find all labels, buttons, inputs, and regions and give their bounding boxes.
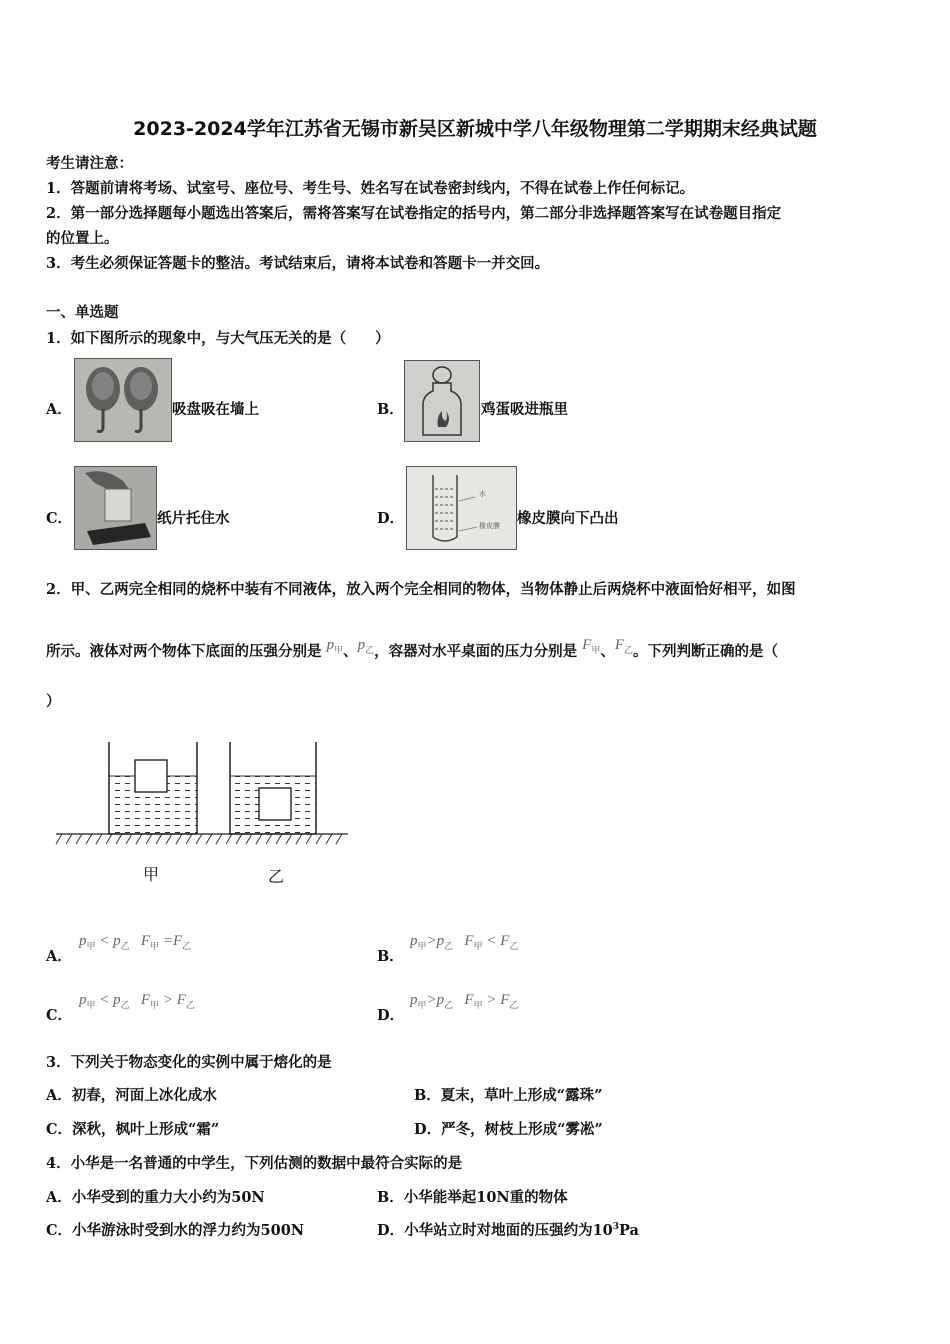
q2-option-a-letter: A． (46, 948, 72, 965)
q1-stem: 1．如下图所示的现象中，与大气压无关的是（ ） (46, 330, 390, 347)
tube-label-water: 水 (479, 490, 486, 498)
f-yi-symbol: $F_乙$ (614, 637, 634, 655)
section-heading: 一、单选题 (46, 304, 119, 321)
q4-stem: 4．小华是一名普通的中学生，下列估测的数据中最符合实际的是 (46, 1155, 463, 1172)
q1-option-d-letter: D． (377, 510, 405, 527)
exam-title: 2023-2024学年江苏省无锡市新吴区新城中学八年级物理第二学期期末经典试题 (133, 118, 817, 140)
notice-item: 1．答题前请将考场、试室号、座位号、考生号、姓名写在试卷密封线内，不得在试卷上作任何标记。 (46, 180, 695, 197)
q3-option-d: D．严冬，树枝上形成“雾凇” (414, 1121, 603, 1138)
q1-option-a-letter: A． (46, 401, 72, 418)
q4-option-b: B．小华能举起10N重的物体 (377, 1189, 568, 1206)
beaker-label-jia: 甲 (143, 865, 160, 884)
q3-option-b: B．夏末，草叶上形成“露珠” (414, 1087, 603, 1104)
q3-option-c: C．深秋，枫叶上形成“霜” (46, 1121, 220, 1138)
q3-option-a: A．初春，河面上冰化成水 (46, 1087, 217, 1104)
notice-heading: 考生请注意： (46, 155, 133, 172)
beaker-label-yi: 乙 (268, 867, 285, 886)
q1-option-b-letter: B． (377, 401, 404, 418)
suction-cup-hooks-image (74, 358, 172, 442)
q2-option-c-expr: $p_甲 < p_乙$ $F_甲 > F_乙$ (79, 992, 195, 1010)
q1-option-a-text: 吸盘吸在墙上 (172, 401, 259, 418)
q2-option-d-letter: D． (377, 1007, 405, 1024)
q2-option-c-letter: C． (46, 1007, 73, 1024)
q2-option-b-expr: $p_甲>p_乙$ $F_甲 < F_乙$ (410, 933, 519, 951)
q1-option-d-text: 橡皮膜向下凸出 (517, 510, 619, 527)
q2-option-d-expr: $p_甲>p_乙$ $F_甲 > F_乙$ (410, 992, 519, 1010)
q3-stem: 3．下列关于物态变化的实例中属于熔化的是 (46, 1054, 332, 1071)
notice-item: 的位置上。 (46, 230, 119, 247)
p-jia-symbol: $p_甲$ (326, 637, 344, 655)
q4-option-d: D．小华站立时对地面的压强约为$10^3Pa$ (377, 1222, 639, 1239)
paper-holds-water-image (74, 466, 157, 550)
q4-option-c: C．小华游泳时受到水的浮力约为500N (46, 1222, 305, 1239)
q1-option-c-letter: C． (46, 510, 73, 527)
beakers-figure (54, 738, 354, 850)
tube-label-membrane: 橡皮膜 (479, 522, 500, 530)
f-jia-symbol: $F_甲$ (582, 637, 601, 655)
q2-option-b-letter: B． (377, 948, 404, 965)
p-yi-symbol: $p_乙$ (357, 637, 375, 655)
q1-option-c-text: 纸片托住水 (157, 510, 230, 527)
q2-stem-line1: 2．甲、乙两完全相同的烧杯中装有不同液体，放入两个完全相同的物体，当物体静止后两烧杯中液面恰好相平，如图 (46, 581, 796, 598)
notice-item: 2．第一部分选择题每小题选出答案后，需将答案写在试卷指定的括号内，第二部分非选择题答案写在试卷题目指定 (46, 205, 782, 222)
q2-option-a-expr: $p_甲 < p_乙$ $F_甲 =F_乙$ (79, 933, 192, 951)
q2-stem-line3: ） (46, 693, 61, 710)
notice-item: 3．考生必须保证答题卡的整洁。考试结束后，请将本试卷和答题卡一并交回。 (46, 255, 550, 272)
q1-option-b-text: 鸡蛋吸进瓶里 (481, 401, 568, 418)
rubber-membrane-tube-image (406, 466, 517, 550)
q4-option-a: A．小华受到的重力大小约为50N (46, 1189, 265, 1206)
q2-stem-line2: 所示。液体对两个物体下底面的压强分别是 $p_甲$、$p_乙$，容器对水平桌面的压力分别是 $F_甲$、$F_乙$。下列判断正确的是（ (46, 637, 779, 660)
egg-in-bottle-image (404, 360, 480, 442)
